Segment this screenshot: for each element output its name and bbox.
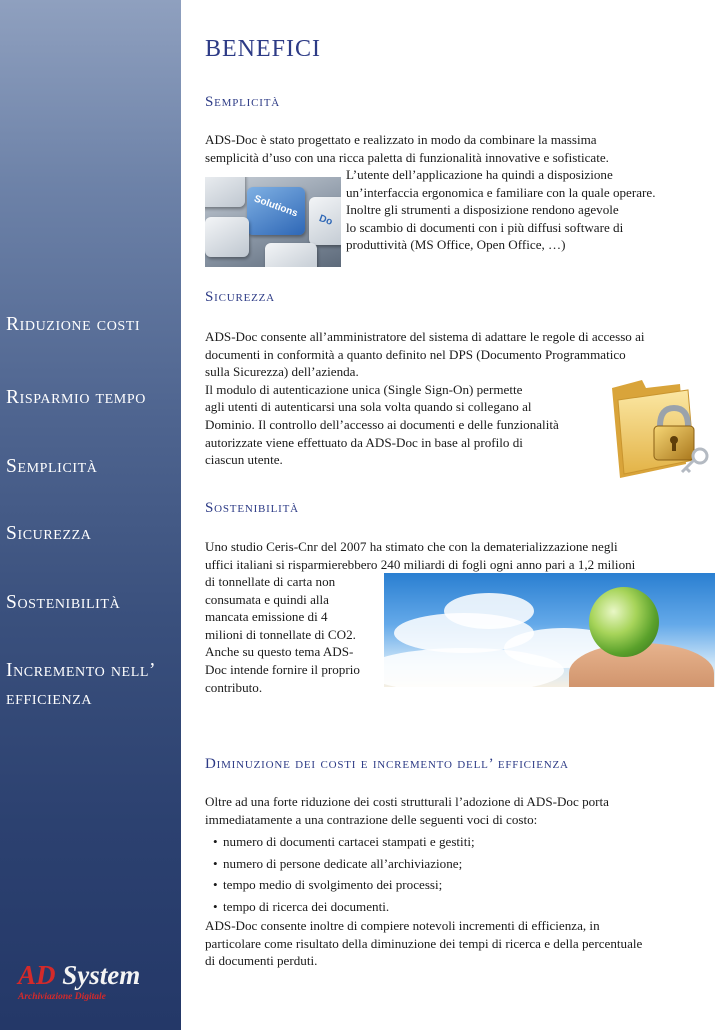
text-line: particolare come risultato della diminuzione dei tempi di ricerca e della percentuale (205, 935, 643, 951)
section-heading-sostenibilita: Sostenibilità (205, 500, 299, 516)
list-item: • numero di documenti cartacei stampati e gestiti; (213, 831, 715, 853)
sidebar-item-semplicita: Semplicità (6, 456, 98, 477)
text-line: Dominio. Il controllo dell’accesso ai documenti e delle funzionalità (205, 416, 559, 432)
cloud (444, 593, 534, 629)
text-line: Doc intende fornire il proprio (205, 661, 360, 677)
text-line: sulla Sicurezza) dell’azienda. (205, 364, 359, 380)
logo-subtitle: Archiviazione Digitale (18, 992, 106, 1002)
keyboard-key (265, 243, 317, 267)
sidebar-item-riduzione-costi: Riduzione costi (6, 314, 141, 335)
text-line: Anche su questo tema ADS- (205, 644, 354, 660)
company-logo (18, 960, 140, 1002)
text-line: documenti in conformità a quanto definito nel DPS (Documento Programmatico (205, 346, 626, 362)
sidebar-item-sostenibilita: Sostenibilità (6, 592, 121, 613)
locked-folder-icon (602, 374, 714, 478)
text-line: Oltre ad una forte riduzione dei costi strutturali l’adozione di ADS-Doc porta (205, 794, 609, 809)
list-item: • tempo medio di svolgimento dei processi; (213, 874, 715, 896)
sidebar-item-incremento-efficienza: Incremento nell’ efficienza (6, 660, 155, 709)
text-line: immediatamente a una contrazione delle seguenti voci di costo: (205, 811, 538, 827)
page-title: BENEFICI (205, 36, 321, 62)
keyboard-image (205, 177, 341, 267)
text-line: ADS-Doc consente all’amministratore del sistema di adattare le regole di accesso ai (205, 329, 645, 344)
diminuzione-text (205, 793, 715, 970)
keyboard-key (205, 177, 245, 207)
sostenibilita-text-full (205, 538, 715, 573)
text-line: un’interfaccia ergonomica e familiare con la quale operare. (346, 184, 656, 200)
keyboard-key-do (309, 197, 341, 245)
text-line: contributo. (205, 679, 263, 695)
text-line: di tonnellate di carta non (205, 574, 336, 589)
logo-system: System (62, 960, 141, 990)
text-line: lo scambio di documenti con i più diffusi software di (346, 219, 624, 235)
text-line: autorizzate viene effettuato da ADS-Doc in base al profilo di (205, 434, 523, 450)
text-line: milioni di tonnellate di CO2. (205, 626, 356, 642)
list-item: • numero di persone dedicate all’archiviazione; (213, 853, 715, 875)
globe-in-hands-image (384, 573, 715, 687)
keyboard-key-solutions (247, 187, 305, 235)
sidebar-item-risparmio-tempo: Risparmio tempo (6, 387, 146, 408)
section-heading-diminuzione: Diminuzione dei costi e incremento dell’ efficienza (205, 756, 569, 772)
text-line: consumata e quindi alla (205, 591, 329, 607)
sostenibilita-text-wrapped (205, 573, 381, 696)
section-heading-sicurezza: Sicurezza (205, 289, 275, 305)
key-label-do: Do (317, 213, 334, 228)
list-item: • tempo di ricerca dei documenti. (213, 896, 715, 918)
sidebar-item-sicurezza: Sicurezza (6, 523, 92, 544)
text-line: ciascun utente. (205, 452, 283, 468)
text-line: Il modulo di autenticazione unica (Single Sign-On) permette (205, 381, 523, 397)
text-line: agli utenti di autenticarsi una sola volta quando si collegano al (205, 399, 532, 415)
globe-icon (589, 587, 659, 657)
text-line: L’utente dell’applicazione ha quindi a disposizione (346, 167, 613, 182)
text-line: uffici italiani si risparmierebbero 240 miliardi di fogli ogni anno pari a 1,2 milioni (205, 556, 636, 572)
text-line: ADS-Doc è stato progettato e realizzato in modo da combinare la massima (205, 132, 597, 147)
semplicita-text-wrapped (346, 166, 716, 254)
key-label-solutions: Solutions (252, 193, 300, 220)
text-line: produttività (MS Office, Open Office, …) (346, 237, 566, 253)
sidebar (0, 0, 181, 1030)
text-line: semplicità d’uso con una ricca paletta di funzionalità innovative e sofisticate. (205, 149, 609, 165)
text-line: ADS-Doc consente inoltre di compiere notevoli incrementi di efficienza, in (205, 918, 600, 934)
keyboard-key (205, 217, 249, 257)
section-heading-semplicita: Semplicità (205, 94, 281, 110)
text-line: Inoltre gli strumenti a disposizione rendono agevole (346, 202, 619, 218)
text-line: mancata emissione di 4 (205, 609, 328, 625)
semplicita-text-full (205, 131, 715, 166)
logo-ad: AD (18, 960, 56, 990)
cost-list (213, 831, 715, 917)
text-line: di documenti perduti. (205, 953, 318, 969)
text-line: Uno studio Ceris-Cnr del 2007 ha stimato che con la dematerializzazione negli (205, 539, 618, 554)
